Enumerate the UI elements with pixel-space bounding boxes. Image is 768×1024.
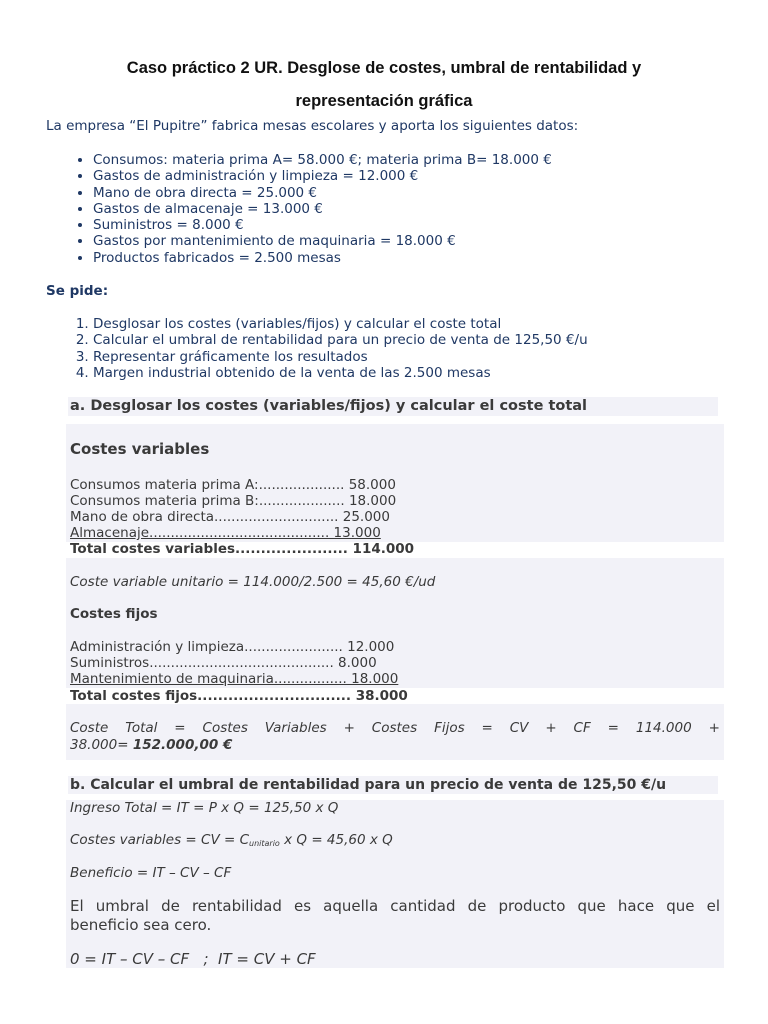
word: que [577, 897, 606, 915]
fixed-title: Costes fijos [70, 606, 158, 622]
task-item: 3. Representar gráficamente los resultados [93, 349, 588, 365]
task-item: 4. Margen industrial obtenido de la venta de las 2.500 mesas [93, 365, 588, 381]
fixed-total: Total costes fijos.............................. 38.000 [70, 688, 408, 704]
word: + [708, 720, 720, 736]
word: cantidad [390, 897, 456, 915]
list-item: • Gastos de almacenaje = 13.000 € [93, 201, 552, 217]
var-subscript: unitario [249, 839, 280, 848]
word: aquella [323, 897, 379, 915]
total-cost-line-2 [70, 737, 232, 753]
intro-text: La empresa “El Pupitre” fabrica mesas escolares y aporta los siguientes datos: [46, 118, 579, 134]
word: producto [498, 897, 566, 915]
profit-formula: Beneficio = IT – CV – CF [70, 865, 232, 881]
section-b-heading: b. Calcular el umbral de rentabilidad para un precio de venta de 125,50 €/u [68, 776, 718, 794]
word: + [545, 720, 557, 736]
document-title [60, 52, 708, 118]
definition-line-2: beneficio sea cero. [70, 916, 212, 934]
fixed-cost-row: Suministros........................................... 8.000 [70, 655, 377, 671]
task-item: 2. Calcular el umbral de rentabilidad para un precio de venta de 125,50 €/u [93, 332, 588, 348]
word: es [293, 897, 312, 915]
word: 114.000 [635, 720, 692, 736]
list-item: • Gastos de administración y limpieza = 12.000 € [93, 168, 552, 184]
word: hace [617, 897, 655, 915]
word: Costes [371, 720, 418, 736]
list-item: • Consumos: materia prima A= 58.000 €; materia prima B= 18.000 € [93, 152, 552, 168]
variable-cost-row: Mano de obra directa............................. 25.000 [70, 509, 390, 525]
word: Variables [264, 720, 327, 736]
word: El [70, 897, 84, 915]
var-suffix: x Q = 45,60 x Q [279, 832, 393, 848]
unit-cost: Coste variable unitario = 114.000/2.500 = 45,60 €/ud [70, 574, 436, 590]
task-item: 1. Desglosar los costes (variables/fijos) y calcular el coste total [93, 316, 588, 332]
section-a-heading: a. Desglosar los costes (variables/fijos) y calcular el coste total [68, 397, 718, 416]
list-item: • Gastos por mantenimiento de maquinaria = 18.000 € [93, 233, 552, 249]
word: Fijos [434, 720, 465, 736]
list-item: • Mano de obra directa = 25.000 € [93, 185, 552, 201]
list-item: • Suministros = 8.000 € [93, 217, 552, 233]
income-formula: Ingreso Total = IT = P x Q = 125,50 x Q [70, 800, 339, 816]
variables-total: Total costes variables...................... 114.000 [70, 541, 415, 557]
word: = [174, 720, 186, 736]
data-list [0, 152, 552, 266]
word: que [666, 897, 695, 915]
word: CF [573, 720, 591, 736]
equilibrium-equation: 0 = IT – CV – CF ; IT = CV + CF [70, 950, 316, 968]
word: = [607, 720, 619, 736]
breakeven-panel [66, 800, 724, 968]
word: Coste [70, 720, 109, 736]
fixed-cost-row: Administración y limpieza....................... 12.000 [70, 639, 395, 655]
title-line-1: Caso práctico 2 UR. Desglose de costes, umbral de rentabilidad y [126, 59, 642, 77]
list-item: • Productos fabricados = 2.500 mesas [93, 250, 552, 266]
word: de [161, 897, 180, 915]
variables-title: Costes variables [70, 440, 210, 458]
word: rentabilidad [191, 897, 282, 915]
fixed-cost-row: Mantenimiento de maquinaria................. 18.000 [70, 671, 399, 687]
variable-cost-row: Consumos materia prima A:.................... 58.000 [70, 477, 396, 493]
word: CV [509, 720, 529, 736]
total-cost-result: 152.000,00 € [132, 737, 233, 753]
var-prefix: Costes variables = CV = C [70, 832, 250, 848]
word: de [467, 897, 487, 915]
variable-cost-formula [70, 832, 393, 848]
word: Costes [202, 720, 248, 736]
variable-cost-row: Almacenaje.......................................... 13.000 [70, 525, 381, 541]
word: umbral [95, 897, 149, 915]
word: + [343, 720, 355, 736]
title-line-2: representación gráfica [295, 92, 473, 110]
tasks-list [0, 316, 588, 381]
variable-cost-row: Consumos materia prima B:.................... 18.000 [70, 493, 397, 509]
word: Total [125, 720, 158, 736]
total-cost-line-1 [70, 720, 720, 736]
word: el [706, 897, 720, 915]
word: = [481, 720, 493, 736]
definition-line-1 [70, 897, 720, 915]
total-cost-prefix: 38.000= [70, 737, 133, 753]
se-pide-heading: Se pide: [46, 283, 109, 299]
